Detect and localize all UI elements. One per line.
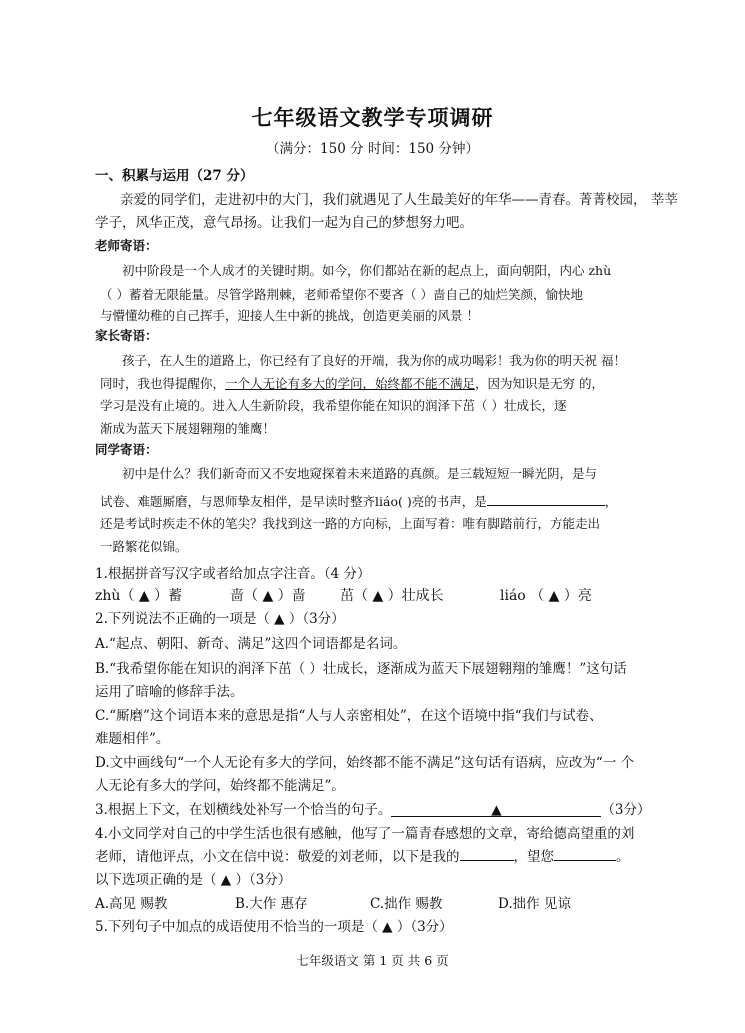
q1-item-1: zhù（ ▲ ）蓄 xyxy=(95,588,183,604)
q1-item-3: 茁（ ▲ ）壮成长 xyxy=(340,588,444,604)
q4-line-1: 4.小文同学对自己的中学生活也很有感触，他写了一篇青春感想的文章，寄给德高望重的刘 xyxy=(95,826,635,842)
parent-line-1: 孩子，在人生的道路上，你已经有了良好的开端，我为你的成功喝彩！我为你的明天祝 福！ xyxy=(122,353,626,368)
q1-item-4: liáo （ ▲ ）亮 xyxy=(500,588,592,604)
exam-info: （满分：150 分 时间：150 分钟） xyxy=(266,141,479,157)
q3-text: 3.根据上下文，在划横线处补写一个恰当的句子。 xyxy=(95,802,392,818)
question-2: 2.下列说法不正确的一项是（ ▲ ）（3分） xyxy=(95,611,345,627)
classmate-line-2 xyxy=(100,491,666,510)
underlined-sentence: 一个人无论有多大的学问，始终都不能不满足 xyxy=(225,376,476,391)
parent-line-4: 渐成为蓝天下展翅翱翔的雏鹰！ xyxy=(100,421,276,436)
q4-blank-1[interactable] xyxy=(460,846,514,861)
q3-answer-blank[interactable] xyxy=(391,802,601,817)
classmate-line-2-comma: ， xyxy=(604,494,618,509)
q1-item-2: 啬（ ▲ ）啬 xyxy=(230,588,306,604)
q4-line-2-b: ，望您 xyxy=(513,849,554,865)
question-1-items xyxy=(95,585,661,605)
question-1: 1.根据拼音写汉字或者给加点字注音。（4 分） xyxy=(95,566,371,582)
q4-option-d: D.拙作 见谅 xyxy=(498,896,571,912)
teacher-line-3: 与懵懂幼稚的自己挥手，迎接人生中新的挑战，创造更美丽的风景 ！ xyxy=(100,308,479,323)
classmate-line-4: 一路繁花似锦。 xyxy=(100,539,188,554)
section-heading: 一、积累与运用（27 分） xyxy=(95,168,254,184)
parent-heading: 家长寄语： xyxy=(95,328,158,343)
q4-option-c: C.拙作 赐教 xyxy=(370,896,443,912)
parent-line-2-end: ，因为知识是无穷 的， xyxy=(475,376,605,391)
teacher-line-1: 初中阶段是一个人成才的关键时期。如今，你们都站在新的起点上，面向朝阳，内心 zhù xyxy=(122,263,612,278)
q4-line-2-c: 。 xyxy=(616,849,630,865)
q3-triangle-mark: ▲ xyxy=(491,802,502,818)
question-5: 5.下列句子中加点的成语使用不恰当的一项是（ ▲ ）（3分） xyxy=(95,919,453,935)
classmate-line-3: 还是考试时疾走不休的笔尖？我找到这一路的方向标，上面写着：唯有脚踏前行，方能走出 xyxy=(100,516,601,531)
classmate-line-1: 初中是什么？我们新奇而又不安地窥探着未来道路的真颜。是三载短短一瞬光阴，是与 xyxy=(122,466,598,481)
q4-option-a: A.高见 赐教 xyxy=(95,896,168,912)
q4-option-b: B.大作 惠存 xyxy=(235,896,308,912)
q2-option-c-line-1: C.“厮磨”这个词语本来的意思是指“人与人亲密相处”，在这个语境中指“我们与试卷、 xyxy=(95,708,603,724)
q2-option-b-line-1: B.“我希望你能在知识的润泽下茁（ ）壮成长，逐渐成为蓝天下展翅翱翔的雏鹰！”这句话 xyxy=(95,661,627,677)
q2-option-d-line-1: D.文中画线句“一个人无论有多大的学问，始终都不能不满足”这句话有语病，应改为“一 个 xyxy=(95,755,635,771)
teacher-heading: 老师寄语： xyxy=(95,238,158,253)
q4-options xyxy=(95,892,661,912)
q3-score: （3分） xyxy=(601,802,651,818)
page-title: 七年级语文教学专项调研 xyxy=(251,105,494,130)
classmate-line-2-text: 试卷、难题厮磨，与恩师挚友相伴，是早读时整齐liáo( )亮的书声，是 xyxy=(100,494,487,509)
fill-in-blank[interactable] xyxy=(487,491,605,506)
parent-line-2-start: 同时，我也得提醒你， xyxy=(100,376,226,391)
teacher-line-2: （ ）蓄着无限能量。尽管学路荆棘，老师希望你不要吝（ ）啬自己的灿烂笑颜，愉快地 xyxy=(100,287,583,302)
parent-line-2 xyxy=(100,374,666,392)
page-footer: 七年级语文 第 1 页 共 6 页 xyxy=(296,953,449,968)
q4-line-2 xyxy=(95,845,661,865)
q4-line-3: 以下选项正确的是（ ▲ ）（3分） xyxy=(95,872,292,888)
intro-line-1: 亲爱的同学们，走进初中的大门，我们就遇见了人生最美好的年华——青春。菁菁校园， 莘莘 xyxy=(120,192,678,208)
q4-blank-2[interactable] xyxy=(554,846,616,861)
intro-line-2: 学子，风华正茂，意气昂扬。让我们一起为自己的梦想努力吧。 xyxy=(95,215,473,231)
parent-line-3: 学习是没有止境的。进入人生新阶段，我希望你能在知识的润泽下茁（ ）壮成长，逐 xyxy=(100,398,567,413)
q2-option-b-line-2: 运用了暗喻的修辞手法。 xyxy=(95,684,244,700)
classmate-heading: 同学寄语： xyxy=(95,442,158,457)
q4-line-2-a: 老师，请他评点，小文在信中说：敬爱的刘老师，以下是我的 xyxy=(95,849,460,865)
q2-option-c-line-2: 难题相伴”。 xyxy=(95,731,170,747)
q2-option-d-line-2: 人无论有多大的学问，始终都不能满足”。 xyxy=(95,778,345,794)
question-3 xyxy=(95,798,661,818)
q2-option-a: A.“起点、朝阳、新奇、满足”这四个词语都是名词。 xyxy=(95,636,407,652)
